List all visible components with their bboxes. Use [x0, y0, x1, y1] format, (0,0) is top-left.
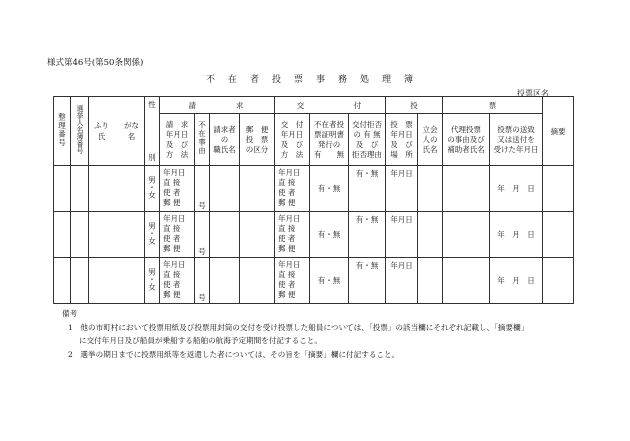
cell-name	[89, 166, 145, 212]
col-seikyu-date: 請 求 年月日 及 び 方 法	[160, 114, 195, 166]
cell-fuzai: 号	[195, 258, 210, 304]
cell-senkyonin	[71, 212, 89, 258]
cell-soufu: 年 月 日	[490, 258, 543, 304]
cell-soufu: 年 月 日	[490, 166, 543, 212]
table-row	[54, 166, 574, 212]
cell-tekiyo	[543, 166, 574, 212]
cell-seikyusha	[210, 212, 240, 258]
group-seikyu: 請 求	[160, 97, 275, 114]
col-soufu: 投票の送致 又は送付を 受けた年月日	[490, 114, 543, 166]
cell-senkyonin	[71, 258, 89, 304]
cell-yubin	[240, 258, 275, 304]
note-1-line-1: 1 他の市町村において投票用紙及び投票用封筒の交付を受け投票した船員については、「投票」の該当欄にそれぞれ記載し、「摘要欄」	[68, 323, 529, 332]
cell-seikyusha	[210, 166, 240, 212]
cell-fuzai: 号	[195, 166, 210, 212]
group-tohyo: 投	[386, 97, 443, 114]
cell-shomei: 有・無	[310, 212, 349, 258]
cell-kofu-method: 年月日 直 接 使 者 郵 便	[275, 212, 310, 258]
cell-tekiyo	[543, 212, 574, 258]
cell-sex: 男・女	[145, 212, 160, 258]
name-label: 氏 名	[97, 132, 136, 141]
cell-seikyu-method: 年月日 直 接 使 者 郵 便	[160, 258, 195, 304]
cell-fuzai: 号	[195, 212, 210, 258]
col-sex-top: 性	[145, 97, 160, 114]
furigana-label: ふり がな	[94, 121, 139, 130]
cell-shomei: 有・無	[310, 258, 349, 304]
cell-tachiai	[418, 212, 443, 258]
cell-kyohi: 有・無	[349, 212, 386, 258]
col-senkyonin: 選挙人名簿番号	[71, 97, 89, 166]
cell-kofu-method: 年月日 直 接 使 者 郵 便	[275, 258, 310, 304]
col-yubin: 郵 便 投 票 の区分	[240, 114, 275, 166]
cell-sex: 男・女	[145, 166, 160, 212]
form-number: 様式第46号(第50条関係)	[47, 58, 144, 68]
col-fuzai-jiyu: 不在事由	[195, 114, 210, 166]
header-row-1	[54, 97, 574, 114]
cell-sex: 男・女	[145, 258, 160, 304]
cell-senkyonin	[71, 166, 89, 212]
cell-seiri	[54, 258, 71, 304]
col-name	[89, 97, 145, 166]
cell-kyohi: 有・無	[349, 166, 386, 212]
cell-kyohi: 有・無	[349, 258, 386, 304]
group-hyo: 票	[443, 97, 543, 114]
cell-kofu-method: 年月日 直 接 使 者 郵 便	[275, 166, 310, 212]
col-tohyo-date: 投 票 年月日 及 び 場 所	[386, 114, 418, 166]
col-kyohi: 交付拒否 の 有 無 及 び 拒否理由	[349, 114, 386, 166]
cell-yubin	[240, 212, 275, 258]
cell-name	[89, 258, 145, 304]
col-kofu-date: 交 付 年月日 及 び 方 法	[275, 114, 310, 166]
page-title: 不 在 者 投 票 事 務 処 理 簿	[206, 75, 416, 85]
district-label: 投票区名	[517, 89, 549, 98]
col-tekiyo: 摘要	[543, 97, 574, 166]
ledger-table	[53, 96, 574, 304]
note-1-line-2: に交付年月日及び船員が乗船する船舶の航海予定期間を付記すること。	[79, 336, 322, 345]
col-shomei: 不在者投 票証明書 発行の 有 無	[310, 114, 349, 166]
col-sex-bottom: 別	[145, 114, 160, 166]
cell-dairi	[443, 258, 490, 304]
cell-seikyu-method: 年月日 直 接 使 者 郵 便	[160, 212, 195, 258]
cell-tachiai	[418, 258, 443, 304]
cell-tohyo-date: 年月日	[386, 212, 418, 258]
group-kofu: 交 付	[275, 97, 386, 114]
cell-dairi	[443, 166, 490, 212]
notes-heading: 備考	[62, 309, 78, 318]
cell-dairi	[443, 212, 490, 258]
cell-tachiai	[418, 166, 443, 212]
col-dairi: 代理投票 の事由及び 補助者氏名	[443, 114, 490, 166]
table-row	[54, 258, 574, 304]
cell-yubin	[240, 166, 275, 212]
cell-shomei: 有・無	[310, 166, 349, 212]
col-tachiai: 立会 人の 氏名	[418, 114, 443, 166]
note-2: 2 選挙の期日までに投票用紙等を返還した者については、その旨を「摘要」欄に付記すること。	[68, 350, 400, 359]
cell-tohyo-date: 年月日	[386, 166, 418, 212]
col-seikyusha: 請求者 の 職氏名	[210, 114, 240, 166]
cell-seikyusha	[210, 258, 240, 304]
cell-tohyo-date: 年月日	[386, 258, 418, 304]
table-row	[54, 212, 574, 258]
cell-soufu: 年 月 日	[490, 212, 543, 258]
cell-name	[89, 212, 145, 258]
cell-seikyu-method: 年月日 直 接 使 者 郵 便	[160, 166, 195, 212]
col-seiri: 整理番号	[54, 97, 71, 166]
cell-seiri	[54, 212, 71, 258]
cell-tekiyo	[543, 258, 574, 304]
cell-seiri	[54, 166, 71, 212]
